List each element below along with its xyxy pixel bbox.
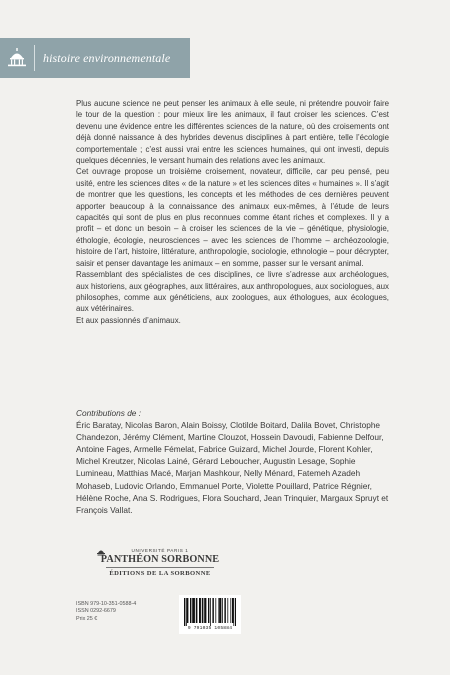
publisher-university: UNIVERSITÉ PARIS 1 <box>131 548 189 553</box>
series-band <box>0 38 190 78</box>
bibliographic-info <box>76 601 136 623</box>
back-cover-blurb <box>76 98 389 326</box>
blurb-paragraph: Et aux passionnés d’animaux. <box>76 315 181 325</box>
contributors-list: Éric Baratay, Nicolas Baron, Alain Boissy, Clotilde Boitard, Dalila Bovet, Christophe Chandezon, Jérémy Clément, Martine Clouzot, Hossein Davoudi, Fabienne Delfour, Antoine Fages, Armelle Fémelat, Fabrice Guizard, Michel Jourde, Florent Kohler, Michel Kreutzer, Nicolas Lainé, Gérard Leboucher, Augustin Lesage, Sophie Lumineau, Matthias Macé, Marjan Mashkour, Nelly Ménard, Fatemeh Azadeh Mohaseb, Ludovic Orlando, Emmanuel Porte, Violette Pouillard, Patrice Régnier, Hélène Roche, Ana S. Rodrigues, Flora Souchard, Jean Trinquier, Margaux Spruyt et François Vallat. <box>76 420 389 515</box>
barcode-number: 9 791035 105884 <box>187 626 233 631</box>
price-text: Prix 25 € <box>76 615 98 622</box>
blurb-paragraph: Cet ouvrage propose un troisième croisement, novateur, difficile, car peu pensé, peu usité, entre les sciences dites « de la nature » et les sciences dites « humaines ». Il s’agit de montrer que les questions, les concepts et les méthodes de ces dernières peuvent apporter beaucoup à la connaissance des animaux eux-mêmes, à l’étude de leurs capacités qui sont de plus en plus reconnues comme étant riches et complexes. Il y a profit – et donc un besoin – à croiser les sciences de la vie – génétique, physiologie, éthologie, écologie, neurosciences – avec les sciences de l’homme – archéozoologie, histoire de l’art, histoire, littérature, anthropologie, sociologie, ethnologie – pour décrypter, saisir et penser davantage les animaux – en somme, passer sur le versant animal. <box>76 167 389 268</box>
barcode <box>179 595 241 634</box>
isbn-text: ISBN 979-10-351-0588-4 <box>76 601 137 607</box>
publisher-editions: ÉDITIONS DE LA SORBONNE <box>109 570 211 577</box>
contributions-section <box>76 407 389 516</box>
publisher-name: PANTHÉON SORBONNE <box>100 554 220 565</box>
publisher-logo <box>96 548 224 578</box>
contributions-label: Contributions de : <box>76 408 142 418</box>
series-title: histoire environnementale <box>43 50 171 65</box>
issn-text: ISSN 0292-6679 <box>76 608 116 615</box>
barcode-bars <box>184 598 236 626</box>
blurb-paragraph: Rassemblant des spécialistes de ces disciplines, ce livre s’adresse aux archéologues, aux historiens, aux géographes, aux littéraires, aux anthropologues, aux sociologues, aux philosophes, comme aux généticiens, aux zoologues, aux éthologues, aux écologues, aux vétérinaires. <box>76 270 389 314</box>
pantheon-dome-icon <box>0 38 34 78</box>
blurb-paragraph: Plus aucune science ne peut penser les animaux à elle seule, ni prétendre pouvoir faire le tour de la question : pour mieux lire les animaux, il faut croiser les sciences. C’est devenu une évidence entre les différentes sciences de la nature, où des croisements ont déjà donné naissance à des hybrides devenus disciplines à part entière, telle l’écologie comportementale ; c’est aussi vrai entre les sciences humaines, qui ont investi, depuis quelques décennies, le versant humain des relations avec les animaux. <box>76 99 389 166</box>
series-divider <box>34 45 35 71</box>
publisher-rule <box>106 567 214 568</box>
